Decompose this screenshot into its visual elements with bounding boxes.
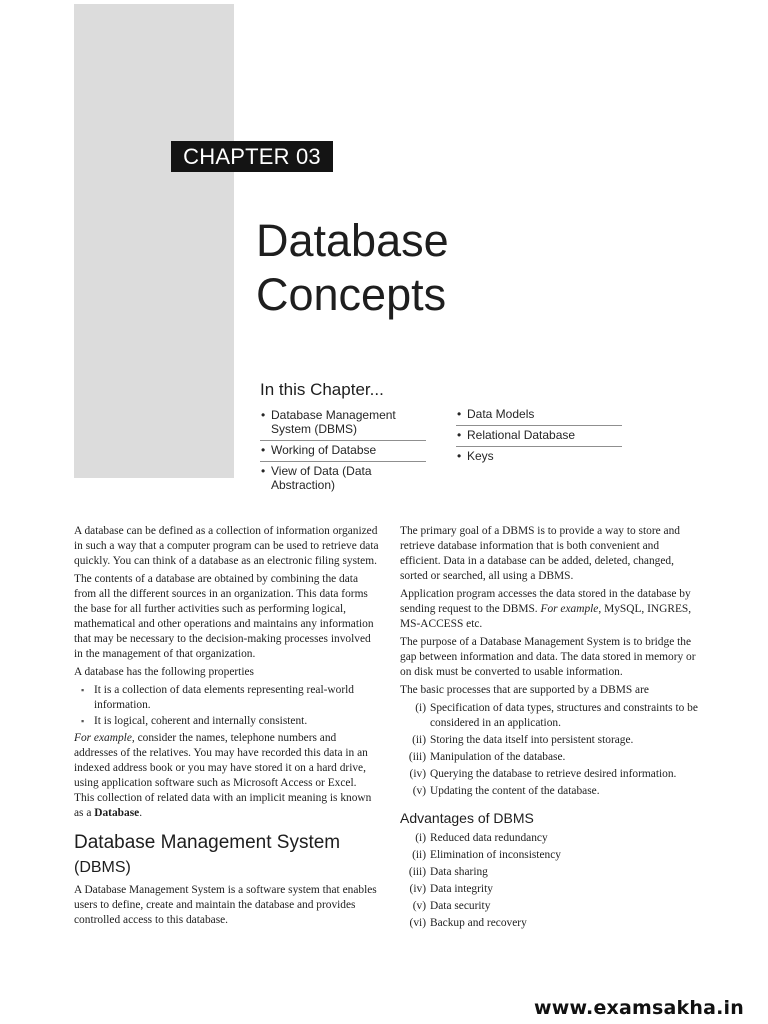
application-text: Application program accesses the data stored in the database by sending request to the DBMS. xyxy=(400,588,691,615)
list-number: (vi) xyxy=(409,917,426,929)
list-item xyxy=(400,767,698,782)
left-text-column xyxy=(74,524,379,931)
example-end: . xyxy=(139,807,143,819)
in-this-chapter-item: • Working of Databse xyxy=(260,441,426,462)
list-item xyxy=(400,784,698,799)
chapter-title xyxy=(256,214,449,322)
list-item xyxy=(400,882,698,897)
list-text: Updating the content of the database. xyxy=(430,785,600,797)
dbms-goal-paragraph: The primary goal of a DBMS is to provide a way to store and retrieve database information that is both convenient and efficient. Data in a database can be added, deleted, changed, sorted or searched, all using a DBMS. xyxy=(400,525,680,582)
list-text: Backup and recovery xyxy=(430,917,527,929)
list-number: (iii) xyxy=(408,751,426,763)
list-item xyxy=(400,916,698,931)
chapter-title-line1: Database xyxy=(256,215,449,266)
processes-list xyxy=(400,701,698,799)
list-number: (ii) xyxy=(412,734,426,746)
list-text: Storing the data itself into persistent storage. xyxy=(430,734,634,746)
list-text: Reduced data redundancy xyxy=(430,832,548,844)
contents-paragraph: The contents of a database are obtained by combining the data from all the different sources in an organization. This data forms the base for all further activities such as performing logical, mathematical and other operations and maintains any information that may be necessary to the decision-making processes involved in the management of that organization. xyxy=(74,573,374,660)
list-item xyxy=(400,899,698,914)
application-paragraph xyxy=(400,587,698,632)
database-term: Database xyxy=(94,807,140,819)
properties-list xyxy=(74,683,379,729)
list-number: (i) xyxy=(415,832,426,844)
dbms-heading-abbr: (DBMS) xyxy=(74,859,131,876)
dbms-definition-paragraph: A Database Management System is a software system that enables users to define, create and maintain the database and provides controlled access to this database. xyxy=(74,884,377,926)
in-this-chapter-item: • Relational Database xyxy=(456,426,622,447)
application-emphasis: For example xyxy=(540,603,599,615)
advantages-list xyxy=(400,831,698,931)
list-item xyxy=(400,848,698,863)
example-paragraph xyxy=(74,731,379,821)
right-text-column xyxy=(400,524,698,935)
processes-intro: The basic processes that are supported by a DBMS are xyxy=(400,684,649,696)
list-text: Specification of data types, structures and constraints to be considered in an application. xyxy=(430,702,698,729)
in-this-chapter-item: • Keys xyxy=(456,447,622,467)
chapter-side-band xyxy=(74,4,234,478)
list-item xyxy=(400,831,698,846)
chapter-number-label: CHAPTER 03 xyxy=(171,141,333,172)
advantages-heading: Advantages of DBMS xyxy=(400,810,534,826)
in-this-chapter-item: • Data Models xyxy=(456,405,622,426)
list-text: Data integrity xyxy=(430,883,493,895)
footer-website-url: www.examsakha.in xyxy=(534,997,744,1019)
chapter-title-line2: Concepts xyxy=(256,269,447,320)
properties-intro: A database has the following properties xyxy=(74,666,254,678)
list-item xyxy=(400,865,698,880)
list-number: (v) xyxy=(412,785,426,797)
list-number: (iii) xyxy=(408,866,426,878)
in-this-chapter-item: • View of Data (Data Abstraction) xyxy=(260,462,426,496)
intro-paragraph: A database can be defined as a collection of information organized in such a way that a computer program can be used to retrieve data quickly. You can think of a database as an electronic filing system. xyxy=(74,525,379,567)
example-emphasis: For example, xyxy=(74,732,135,744)
list-number: (i) xyxy=(415,702,426,714)
application-end: , MySQL, INGRES, MS-ACCESS etc. xyxy=(400,603,692,630)
list-item xyxy=(400,750,698,765)
dbms-section-heading xyxy=(74,831,379,879)
list-item: ▪ It is a collection of data elements representing real-world information. xyxy=(74,683,379,713)
list-text: Querying the database to retrieve desired information. xyxy=(430,768,677,780)
list-text: Data sharing xyxy=(430,866,488,878)
list-number: (iv) xyxy=(409,883,426,895)
list-item xyxy=(400,701,698,731)
list-text: Data security xyxy=(430,900,491,912)
example-text: consider the names, telephone numbers and addresses of the relatives. You may have recorded this data in an indexed address book or you may have stored it on a hard drive, using application software such as Microsoft Access or Excel. This collection of related data with an implicit meaning is known as a xyxy=(74,732,372,819)
purpose-paragraph: The purpose of a Database Management System is to bridge the gap between information and data. The data stored in memory or on disk must be converted to usable information. xyxy=(400,636,696,678)
dbms-heading-main: Database Management System xyxy=(74,832,341,853)
list-text: Manipulation of the database. xyxy=(430,751,566,763)
list-number: (iv) xyxy=(409,768,426,780)
list-number: (v) xyxy=(412,900,426,912)
in-this-chapter-right-list xyxy=(456,405,622,467)
list-text: Elimination of inconsistency xyxy=(430,849,561,861)
in-this-chapter-left-list xyxy=(260,406,426,496)
in-this-chapter-heading: In this Chapter... xyxy=(260,380,384,399)
in-this-chapter-item: • Database Management System (DBMS) xyxy=(260,406,426,441)
list-item xyxy=(400,733,698,748)
list-item: ▪ It is logical, coherent and internally consistent. xyxy=(74,714,379,729)
list-number: (ii) xyxy=(412,849,426,861)
